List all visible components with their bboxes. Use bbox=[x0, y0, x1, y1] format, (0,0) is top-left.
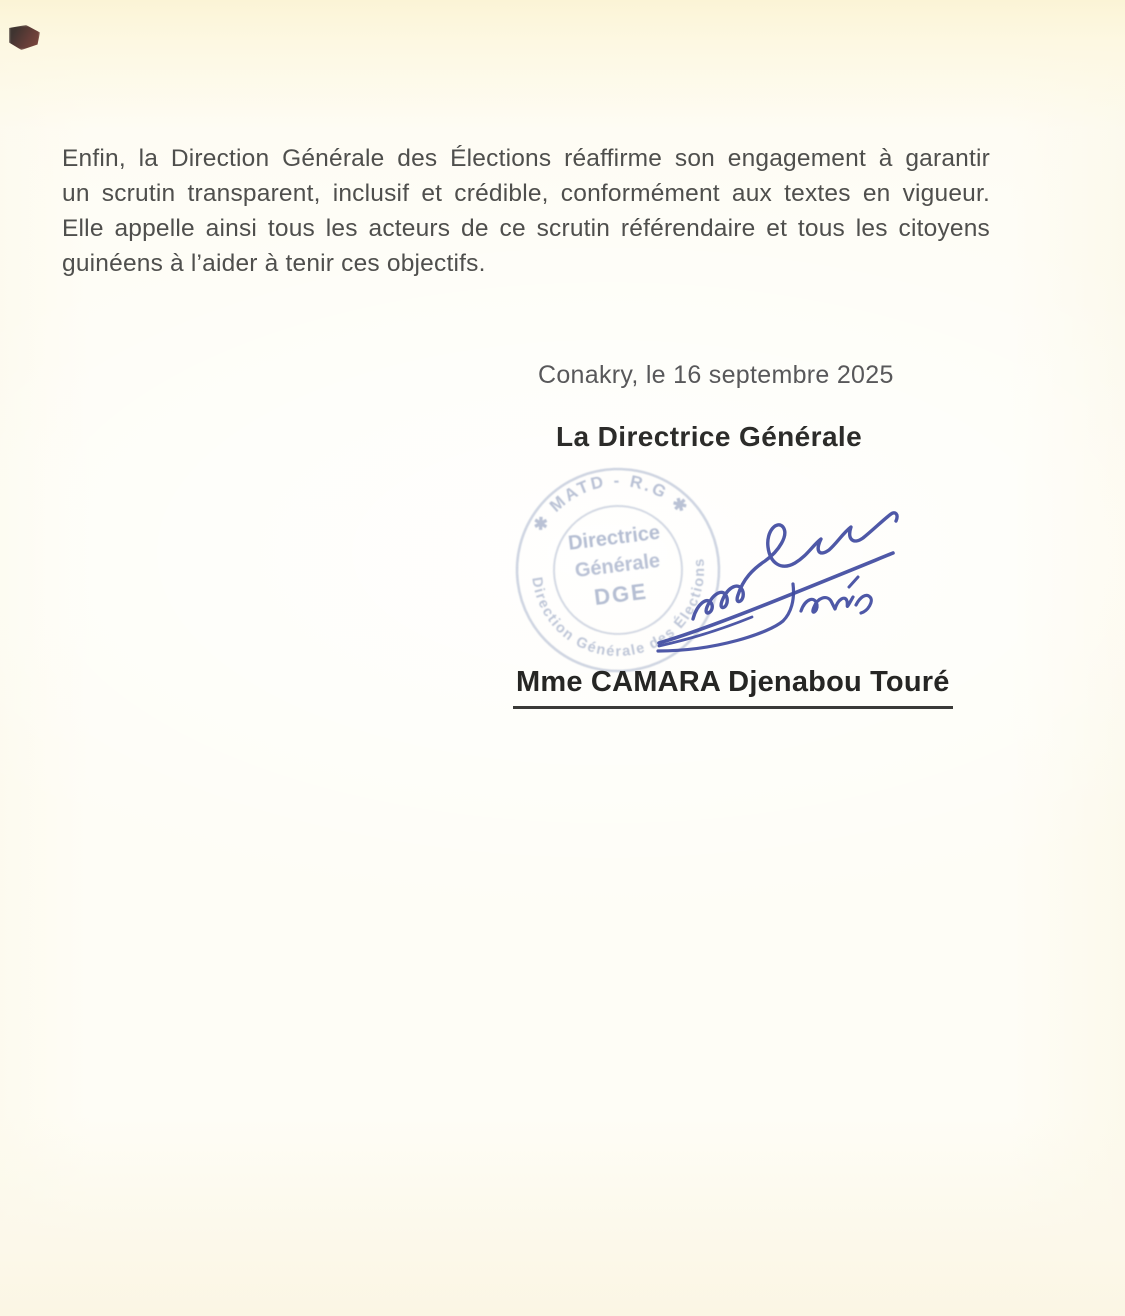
signature-arie bbox=[801, 595, 871, 613]
body-line: Enfin, la Direction Générale des Élections réaffirme son engagement à garantir bbox=[62, 145, 990, 172]
signature-accent bbox=[849, 577, 858, 587]
signature-scribble bbox=[693, 513, 897, 619]
body-line: Elle appelle ainsi tous les acteurs de ce scrutin référendaire et tous les citoyens bbox=[62, 215, 990, 242]
body-line: guinéens à l’aider à tenir ces objectifs. bbox=[62, 250, 486, 277]
handwritten-signature bbox=[630, 475, 930, 675]
stamp-center-line2: Générale bbox=[573, 549, 662, 583]
letter-body-paragraph bbox=[62, 141, 990, 281]
signature-underline bbox=[659, 553, 893, 643]
stamp-arc-top-text: ✱ MATD - R.G ✱ bbox=[529, 470, 693, 535]
stamp-center-line1: Directrice bbox=[566, 521, 662, 555]
stamp-center-line3: DGE bbox=[592, 578, 650, 610]
signatory-title: La Directrice Générale bbox=[556, 421, 863, 452]
signatory-name: Mme CAMARA Djenabou Touré bbox=[513, 666, 953, 709]
dateline: Conakry, le 16 septembre 2025 bbox=[538, 361, 894, 389]
scan-corner-artifact bbox=[9, 25, 40, 50]
body-line: un scrutin transparent, inclusif et crédible, conformément aux textes en vigueur. bbox=[62, 180, 990, 207]
stamp-arc-bottom-text: Direction Générale des Élections bbox=[528, 556, 709, 661]
